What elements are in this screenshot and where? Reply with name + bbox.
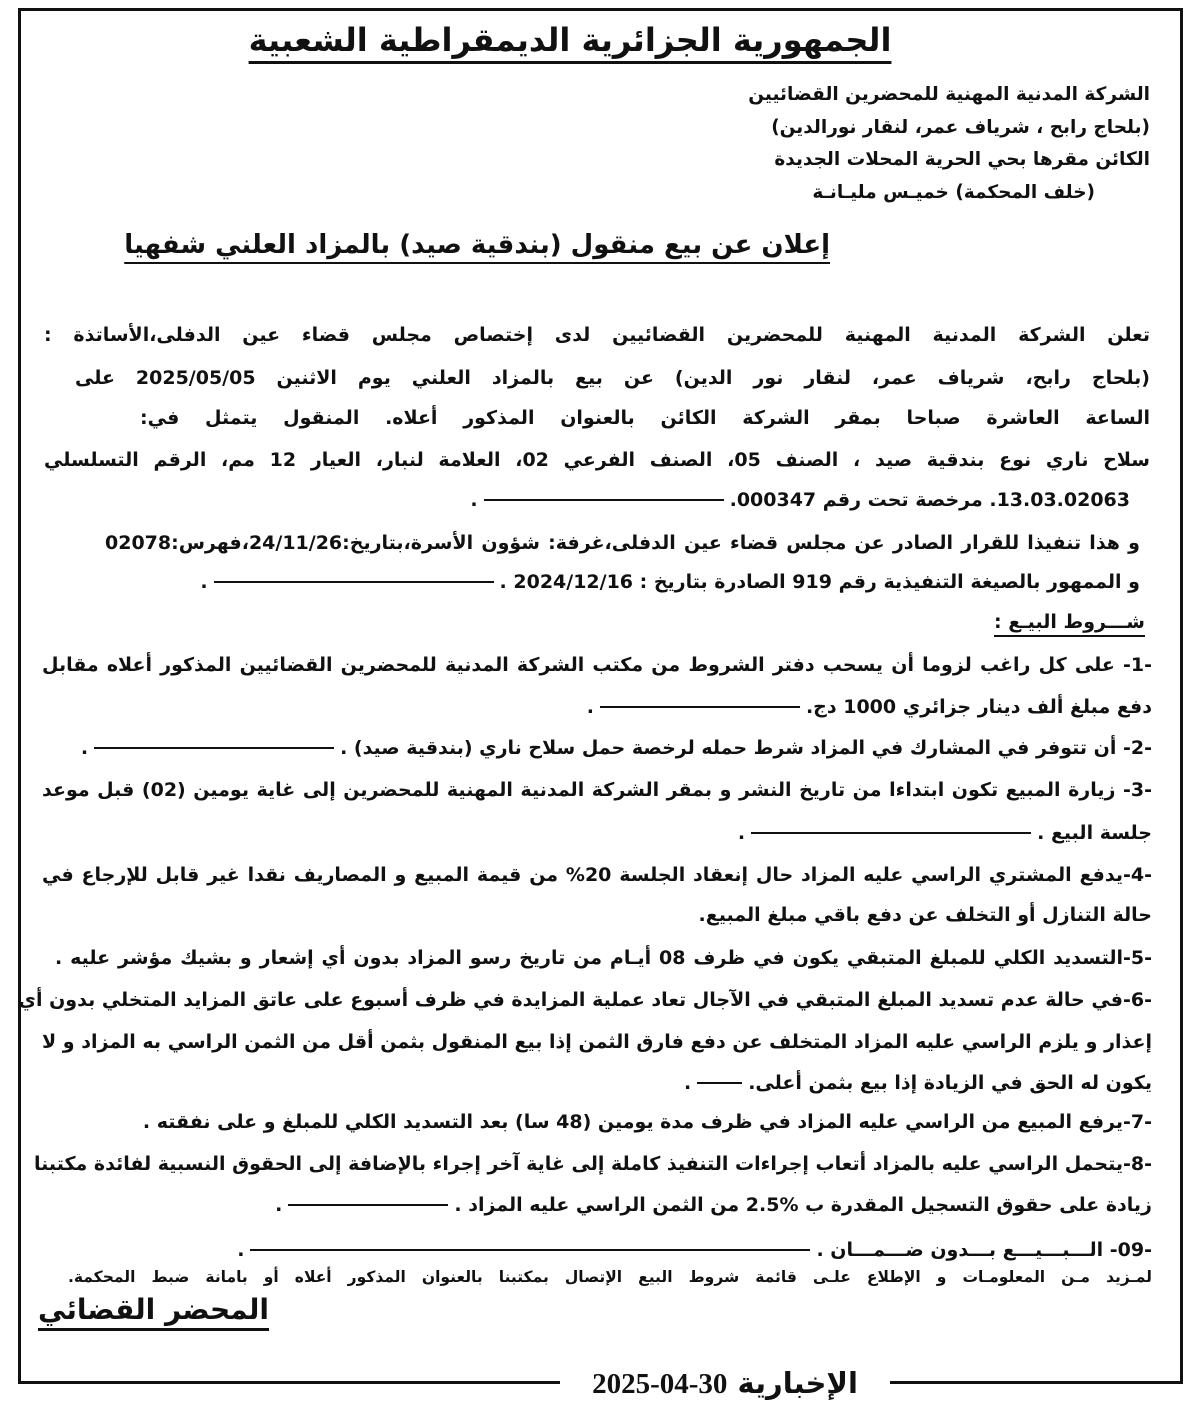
line-text: 13.03.02063. مرخصة تحت رقم 000347. <box>729 489 1130 511</box>
condition-line: حالة التنازل أو التخلف عن دفع باقي مبلغ المبيع. <box>698 904 1152 926</box>
country-heading: الجمهورية الجزائرية الديمقراطية الشعبية <box>248 21 892 59</box>
line-text: دفع مبلغ ألف دينار جزائري 1000 دج. <box>805 696 1152 718</box>
condition-line: -4-يدفع المشتري الراسي عليه المزاد حال إنعقاد الجلسة 20% من قيمة المبيع و المصاريف نقدا غير قابل للإرجاع في <box>42 864 1152 886</box>
execution-line <box>200 569 1140 595</box>
fill-line <box>214 581 494 583</box>
office-name: الشركة المدنية المهنية للمحضرين القضائيين <box>748 84 1150 105</box>
condition-line: -5-التسديد الكلي للمبلغ المتبقي يكون في ظرف 08 أيـام من تاريخ رسو المزاد بدون أي إشعار و بشيك مؤشر عليه . <box>55 947 1152 969</box>
line-end-period: . <box>80 737 89 759</box>
notice-title: إعلان عن بيع منقول (بندقية صيد) بالمزاد العلني شفهيا <box>124 230 830 260</box>
condition-line: -8-يتحمل الراسي عليه بالمزاد أتعاب إجراءات التنفيذ كاملة إلى غاية آخر إجراء بالإضافة إلى الحقوق النسبية لفائدة مكتبنا <box>34 1153 1152 1175</box>
fill-line <box>250 1249 810 1251</box>
condition-line <box>587 694 1152 720</box>
line-text: -2- أن تتوفر في المشارك في المزاد شرط حمله لرخصة حمل سلاح ناري (بندقية صيد) . <box>340 737 1152 759</box>
office-members: (بلحاج رابح ، شرياف عمر، لنقار نورالدين) <box>771 117 1150 138</box>
line-end-period: . <box>275 1194 283 1216</box>
condition-line <box>275 1192 1152 1218</box>
line-text: زيادة على حقوق التسجيل المقدرة ب %2.5 من الثمن الراسي عليه المزاد . <box>454 1194 1152 1216</box>
office-location: (خلف المحكمة) خميـس مليـانـة <box>812 182 1095 203</box>
publication-name: الإخبارية <box>737 1366 858 1400</box>
condition-line <box>81 735 1152 761</box>
condition-line: -7-يرفع المبيع من الراسي عليه المزاد في ظرف مدة يومين (48 سا) بعد التسديد الكلي للمبلغ و على نفقته . <box>142 1111 1152 1133</box>
condition-line: -3- زيارة المبيع تكون ابتداءا من تاريخ النشر و بمقر الشركة المدنية المهنية للمحضرين إلى غاية يومين (02) قبل موعد <box>42 779 1152 801</box>
condition-line <box>237 1237 1152 1263</box>
line-end-period: . <box>684 1072 692 1094</box>
fill-line <box>600 706 800 708</box>
publication-date: 2025-04-30 <box>592 1368 728 1400</box>
condition-line: -1- على كل راغب لزوما أن يسحب دفتر الشروط من مكتب الشركة المدنية للمحضرين القضائيين المذكور أعلاه مقابل <box>42 654 1152 676</box>
conditions-heading: شـــروط البيـع : <box>994 611 1145 633</box>
line-text: جلسة البيع . <box>1037 822 1152 844</box>
condition-line <box>738 820 1152 846</box>
fill-line <box>484 499 724 501</box>
line-text: و الممهور بالصيغة التنفيذية رقم 919 الصادرة بتاريخ : 2024/12/16 . <box>499 571 1140 593</box>
closing-note: لمـزيد مـن المعلومـات و الإطلاع علـى قائمة شروط البيع الإتصال بمكتبنا بالعنوان المذكور أعلاه أو بامانة ضبط المحكمة. <box>68 1268 1152 1286</box>
execution-line: و هذا تنفيذا للقرار الصادر عن مجلس قضاء عين الدفلى،غرفة: شؤون الأسرة،بتاريخ:24/11/26،فهرس:02078 <box>105 532 1140 554</box>
fill-line <box>697 1082 742 1084</box>
line-end-period: . <box>737 822 746 844</box>
announcement-line: الساعة العاشرة صباحا بمقر الشركة الكائن بالعنوان المذكور أعلاه. المنقول يتمثل في: <box>140 407 1150 429</box>
announcement-line: تعلن الشركة المدنية المهنية للمحضرين القضائيين لدى إختصاص مجلس قضاء عين الدفلى،الأساتذة : <box>44 324 1150 346</box>
condition-line: -6-في حالة عدم تسديد المبلغ المتبقي في الآجال تعاد عملية المزايدة في ظرف أسبوع على عاتق المزايد المتخلي بدون أي <box>18 989 1152 1011</box>
announcement-line: سلاح ناري نوع بندقية صيد ، الصنف 05، الصنف الفرعي 02، العلامة لنبار، العيار 12 مم، الرقم التسلسلي <box>44 449 1150 471</box>
line-end-period: . <box>200 571 208 593</box>
line-text: يكون له الحق في الزيادة إذا بيع بثمن أعلى. <box>748 1072 1152 1094</box>
fill-line <box>94 747 334 749</box>
announcement-line <box>470 487 1130 513</box>
office-address: الكائن مقرها بحي الحرية المحلات الجديدة <box>774 149 1150 170</box>
publication-footer <box>560 1363 890 1403</box>
signature-title: المحضر القضائي <box>38 1293 270 1326</box>
line-end-period: . <box>586 696 594 718</box>
condition-line: إعذار و يلزم الراسي عليه المزاد المتخلف عن دفع فارق الثمن إذا بيع المنقول بثمن أقل من الثمن الراسي به المزاد و لا <box>42 1031 1152 1053</box>
line-text: -09- الـــبـــيـــع بـــدون ضـــمـــان . <box>816 1239 1152 1261</box>
condition-line <box>684 1070 1152 1096</box>
line-end-period: . <box>470 489 478 511</box>
announcement-line: (بلحاج رابح، شرياف عمر، لنقار نور الدين) عن بيع بالمزاد العلني يوم الاثنين 2025/05/05 على <box>75 367 1150 389</box>
fill-line <box>288 1204 448 1206</box>
fill-line <box>751 832 1031 834</box>
line-end-period: . <box>237 1239 245 1261</box>
